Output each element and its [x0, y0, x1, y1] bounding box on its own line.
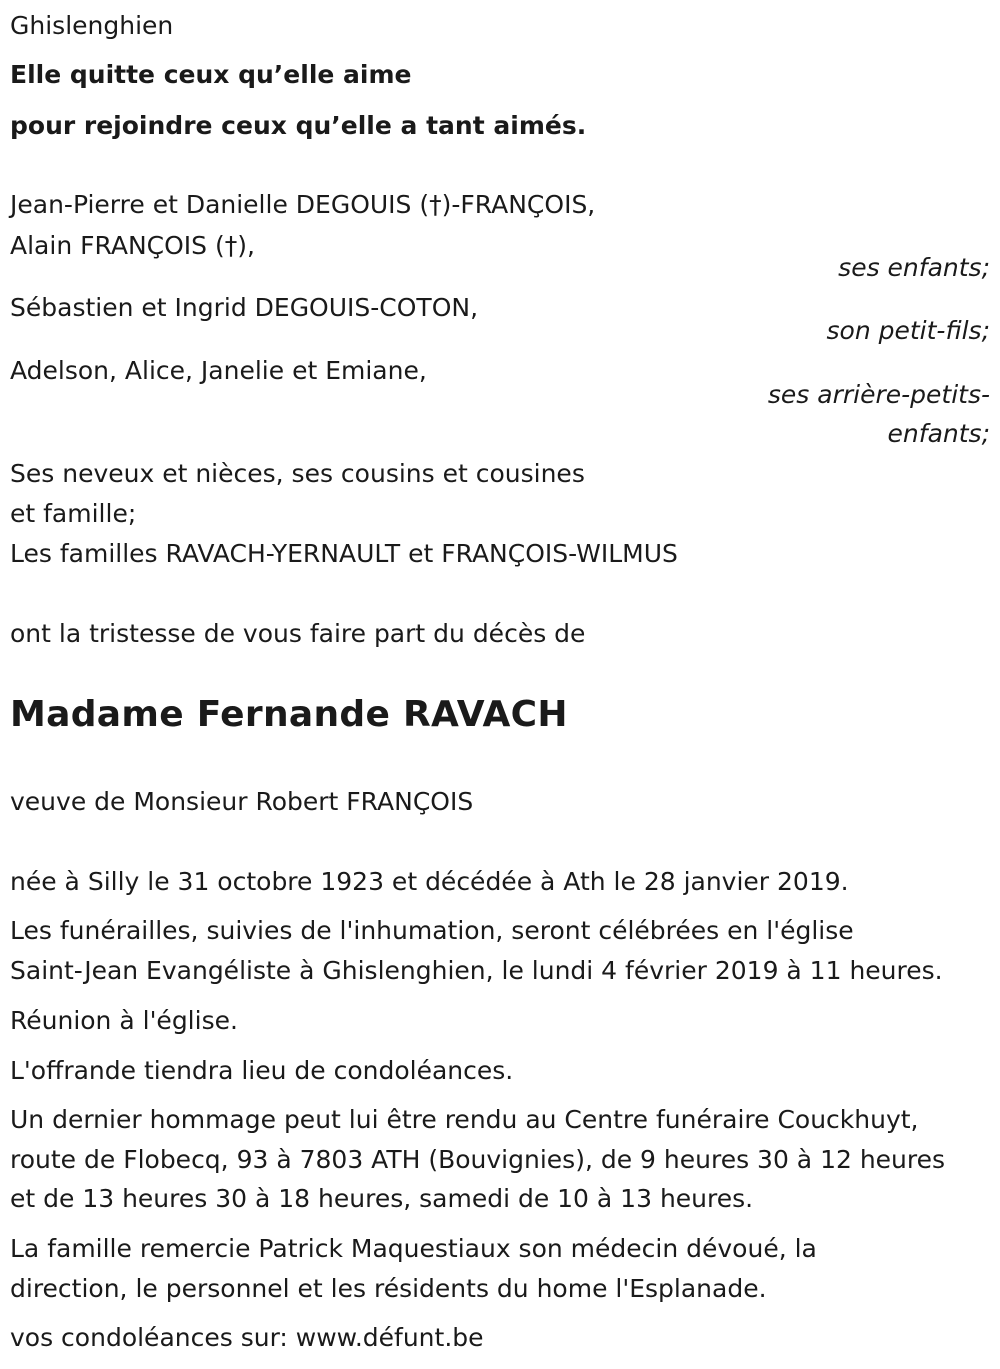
epitaph-line-2: pour rejoindre ceux qu’elle a tant aimés.: [10, 111, 587, 140]
homage-line-1: Un dernier hommage peut lui être rendu au Centre funéraire Couckhuyt,: [10, 1105, 919, 1134]
children-line-2: Alain FRANÇOIS (†),: [10, 231, 255, 260]
funeral-line-1: Les funérailles, suivies de l'inhumation, seront célébrées en l'église: [10, 916, 854, 945]
thanks-line-2: direction, le personnel et les résidents du home l'Esplanade.: [10, 1274, 767, 1303]
great-grandchildren-role-line-2: enfants;: [887, 419, 990, 448]
children-role: ses enfants;: [838, 253, 990, 282]
funeral-line-2: Saint-Jean Evangéliste à Ghislenghien, le lundi 4 février 2019 à 11 heures.: [10, 956, 943, 985]
offering: L'offrande tiendra lieu de condoléances.: [10, 1056, 514, 1085]
birth-death: née à Silly le 31 octobre 1923 et décédée à Ath le 28 janvier 2019.: [10, 867, 849, 896]
reunion: Réunion à l'église.: [10, 1006, 238, 1035]
grandson-line: Sébastien et Ingrid DEGOUIS-COTON,: [10, 293, 479, 322]
relatives-line-2: et famille;: [10, 499, 137, 528]
homage-line-3: et de 13 heures 30 à 18 heures, samedi de 10 à 13 heures.: [10, 1184, 754, 1213]
announcement: ont la tristesse de vous faire part du décès de: [10, 619, 586, 648]
children-line-1: Jean-Pierre et Danielle DEGOUIS (†)-FRANÇOIS,: [10, 190, 596, 219]
condolences-link[interactable]: vos condoléances sur: www.défunt.be: [10, 1323, 484, 1352]
widow-of: veuve de Monsieur Robert FRANÇOIS: [10, 787, 474, 816]
thanks-line-1: La famille remercie Patrick Maquestiaux son médecin dévoué, la: [10, 1234, 817, 1263]
deceased-name: Madame Fernande RAVACH: [10, 694, 568, 735]
great-grandchildren-line: Adelson, Alice, Janelie et Emiane,: [10, 356, 427, 385]
grandson-role: son petit-fils;: [826, 316, 990, 345]
location: Ghislenghien: [10, 11, 174, 40]
homage-line-2: route de Flobecq, 93 à 7803 ATH (Bouvignies), de 9 heures 30 à 12 heures: [10, 1145, 946, 1174]
relatives-line-3: Les familles RAVACH-YERNAULT et FRANÇOIS-WILMUS: [10, 539, 678, 568]
epitaph-line-1: Elle quitte ceux qu’elle aime: [10, 60, 412, 89]
relatives-line-1: Ses neveux et nièces, ses cousins et cousines: [10, 459, 585, 488]
great-grandchildren-role-line-1: ses arrière-petits-: [767, 380, 990, 409]
